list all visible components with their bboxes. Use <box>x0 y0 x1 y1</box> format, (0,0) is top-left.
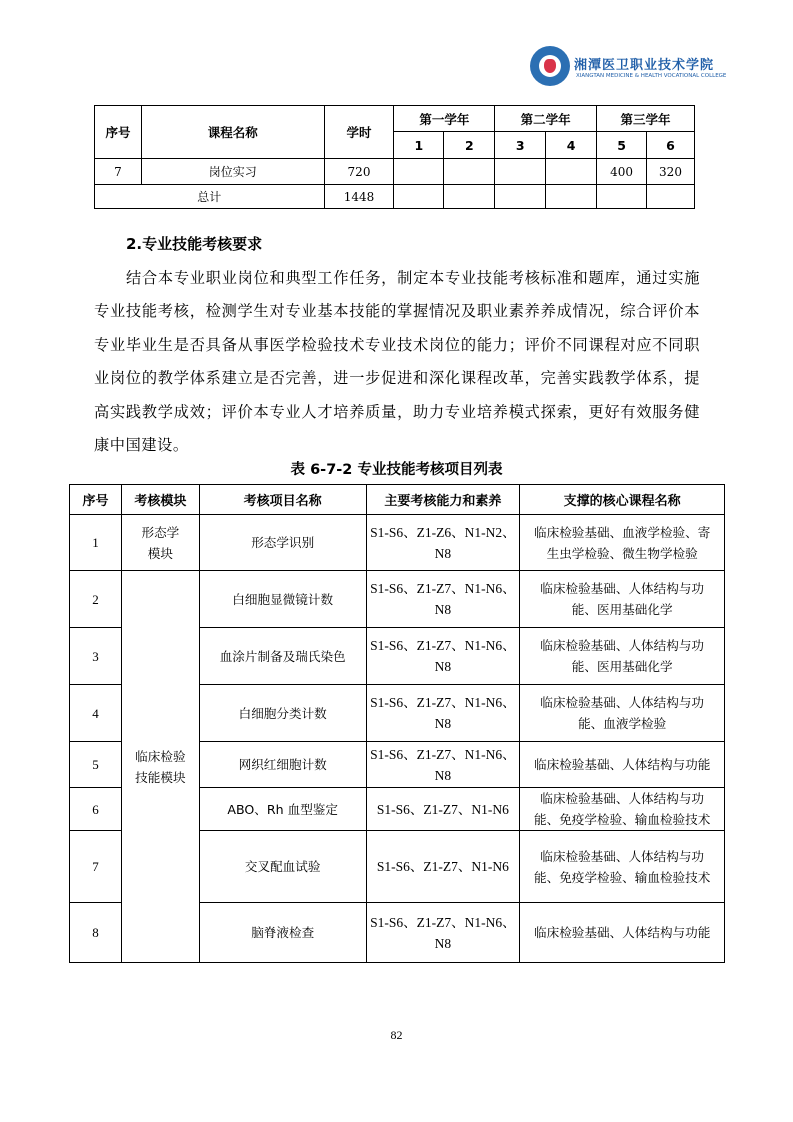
row-abilities: S1-S6、Z1-Z6、N1-N2、 N8 <box>366 515 520 571</box>
header-term-5: 5 <box>597 132 647 159</box>
row-item: 形态学识别 <box>199 515 366 571</box>
college-emblem-icon <box>530 46 570 86</box>
header-course: 课程名称 <box>141 106 324 159</box>
row-courses: 临床检验基础、人体结构与功 能、医用基础化学 <box>520 628 725 685</box>
row-seq: 7 <box>95 159 142 185</box>
row-seq: 3 <box>70 628 122 685</box>
header-year1: 第一学年 <box>394 106 495 132</box>
total-hours: 1448 <box>324 185 394 209</box>
section-heading: 2.专业技能考核要求 <box>126 235 263 253</box>
row-item: 血涂片制备及瑞氏染色 <box>199 628 366 685</box>
row-abilities: S1-S6、Z1-Z7、N1-N6、 N8 <box>366 628 520 685</box>
header-item: 考核项目名称 <box>199 485 366 515</box>
row-abilities: S1-S6、Z1-Z7、N1-N6、 N8 <box>366 571 520 628</box>
header-term-3: 3 <box>495 132 546 159</box>
row-abilities: S1-S6、Z1-Z7、N1-N6、 N8 <box>366 685 520 742</box>
total-row <box>95 185 695 209</box>
row-seq: 2 <box>70 571 122 628</box>
row-term-1 <box>394 159 444 185</box>
row-term-2 <box>444 159 495 185</box>
row-item: 白细胞显微镜计数 <box>199 571 366 628</box>
row-abilities: S1-S6、Z1-Z7、N1-N6 <box>366 831 520 903</box>
row-courses: 临床检验基础、人体结构与功能 <box>520 742 725 788</box>
header-year3: 第三学年 <box>597 106 695 132</box>
header-term-4: 4 <box>546 132 597 159</box>
row-item: 白细胞分类计数 <box>199 685 366 742</box>
row-term-5: 400 <box>597 159 647 185</box>
header-module: 考核模块 <box>121 485 199 515</box>
row-term-3 <box>495 159 546 185</box>
row-seq: 8 <box>70 903 122 963</box>
row-term-6: 320 <box>647 159 695 185</box>
college-logo <box>530 46 727 90</box>
row-course: 岗位实习 <box>141 159 324 185</box>
row-courses: 临床检验基础、血液学检验、寄 生虫学检验、微生物学检验 <box>520 515 725 571</box>
page-number: 82 <box>390 1028 403 1042</box>
row-seq: 5 <box>70 742 122 788</box>
table-row <box>70 571 725 628</box>
row-item: 脑脊液检查 <box>199 903 366 963</box>
row-courses: 临床检验基础、人体结构与功 能、免疫学检验、输血检验技术 <box>520 788 725 831</box>
row-seq: 7 <box>70 831 122 903</box>
row-item: ABO、Rh 血型鉴定 <box>199 788 366 831</box>
table-row <box>70 515 725 571</box>
module-clinical: 临床检验 技能模块 <box>121 571 199 963</box>
row-abilities: S1-S6、Z1-Z7、N1-N6 <box>366 788 520 831</box>
header-term-2: 2 <box>444 132 495 159</box>
table-row <box>95 159 695 185</box>
header-term-1: 1 <box>394 132 444 159</box>
row-courses: 临床检验基础、人体结构与功 能、血液学检验 <box>520 685 725 742</box>
header-courses: 支撑的核心课程名称 <box>520 485 725 515</box>
header-hours: 学时 <box>324 106 394 159</box>
school-name-en: XIANGTAN MEDICINE & HEALTH VOCATIONAL COLLEGE <box>576 73 727 79</box>
row-seq: 6 <box>70 788 122 831</box>
school-name: 湘潭医卫职业技术学院 <box>574 58 715 73</box>
assessment-table <box>69 484 725 963</box>
row-abilities: S1-S6、Z1-Z7、N1-N6、 N8 <box>366 742 520 788</box>
schedule-table <box>94 105 695 209</box>
row-item: 交叉配血试验 <box>199 831 366 903</box>
row-abilities: S1-S6、Z1-Z7、N1-N6、 N8 <box>366 903 520 963</box>
section-paragraph: 结合本专业职业岗位和典型工作任务，制定本专业技能考核标准和题库，通过实施专业技能考核，检测学生对专业基本技能的掌握情况及职业素养养成情况，综合评价本专业毕业生是否具备从事医学检验技术专业技术岗位的能力；评价不同课程对应不同职业岗位的教学体系建立是否完善，进一步促进和深化课程改革，完善实践教学体系，提高实践教学成效；评价本专业人才培养质量，助力专业培养模式探索，更好有效服务健康中国建设。 <box>94 269 700 455</box>
row-seq: 4 <box>70 685 122 742</box>
header-term-6: 6 <box>647 132 695 159</box>
header-year2: 第二学年 <box>495 106 597 132</box>
table-caption: 表 6-7-2 专业技能考核项目列表 <box>290 462 503 478</box>
row-item: 网织红细胞计数 <box>199 742 366 788</box>
row-courses: 临床检验基础、人体结构与功能 <box>520 903 725 963</box>
row-term-4 <box>546 159 597 185</box>
module-morphology: 形态学 模块 <box>121 515 199 571</box>
header-seq: 序号 <box>95 106 142 159</box>
header-seq: 序号 <box>70 485 122 515</box>
row-courses: 临床检验基础、人体结构与功 能、医用基础化学 <box>520 571 725 628</box>
header-abilities: 主要考核能力和素养 <box>366 485 520 515</box>
total-label: 总计 <box>95 185 325 209</box>
row-courses: 临床检验基础、人体结构与功 能、免疫学检验、输血检验技术 <box>520 831 725 903</box>
row-seq: 1 <box>70 515 122 571</box>
row-hours: 720 <box>324 159 394 185</box>
